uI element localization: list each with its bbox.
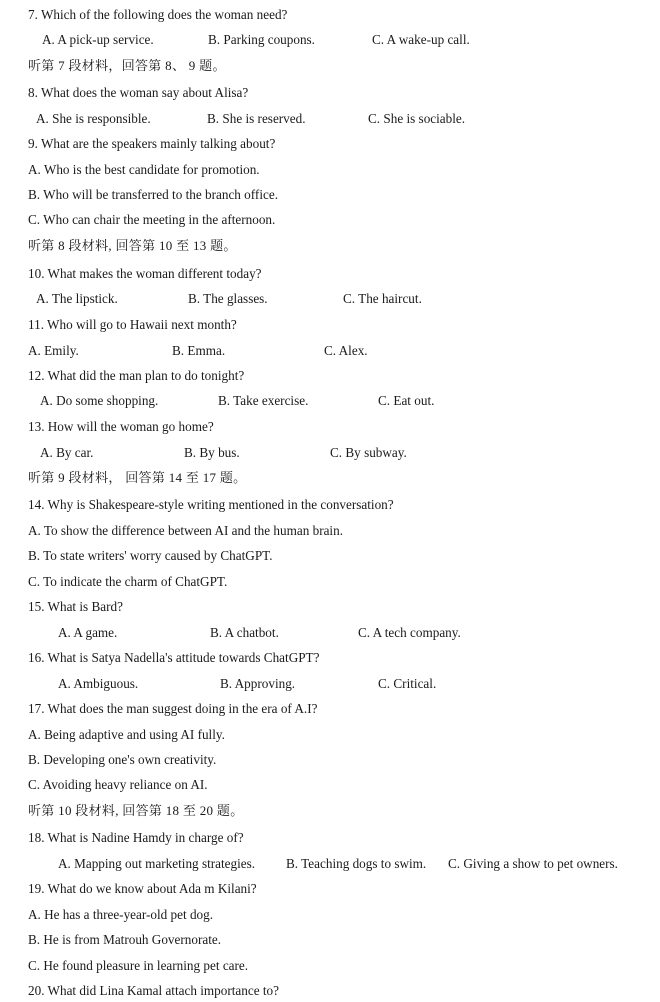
option-c: C. A tech company.: [358, 625, 461, 640]
answer-option: A. Being adaptive and using AI fully.: [28, 727, 225, 742]
answer-option: A. To show the difference between AI and the human brain.: [28, 523, 343, 538]
option-a: A. By car.: [40, 445, 94, 460]
option-b: B. Teaching dogs to swim.: [286, 856, 427, 871]
option-a: A. A pick-up service.: [42, 32, 154, 47]
question-10: 10. What makes the woman different today?: [28, 266, 262, 281]
option-b: B. Emma.: [172, 343, 226, 358]
answer-option: B. Who will be transferred to the branch office.: [28, 187, 278, 202]
option-a: A. Do some shopping.: [40, 393, 159, 408]
answer-option: B. He is from Matrouh Governorate.: [28, 932, 222, 947]
option-a: A. Mapping out marketing strategies.: [58, 856, 256, 871]
option-c: C. A wake-up call.: [372, 32, 470, 47]
answer-option: C. To indicate the charm of ChatGPT.: [28, 574, 228, 589]
section-instruction: 听第 8 段材料, 回答第 10 至 13 题。: [28, 238, 237, 253]
answer-option: A. Who is the best candidate for promotion.: [28, 162, 260, 177]
option-a: A. The lipstick.: [36, 291, 118, 306]
answer-option: C. Avoiding heavy reliance on AI.: [28, 777, 208, 792]
option-c: C. The haircut.: [343, 291, 422, 306]
answer-option: C. He found pleasure in learning pet care.: [28, 958, 249, 973]
answer-option: A. He has a three-year-old pet dog.: [28, 907, 214, 922]
answer-option: B. Developing one's own creativity.: [28, 752, 217, 767]
question-12: 12. What did the man plan to do tonight?: [28, 368, 245, 383]
option-b: B. Approving.: [220, 676, 296, 691]
question-18: 18. What is Nadine Hamdy in charge of?: [28, 830, 244, 845]
option-a: A. She is responsible.: [36, 111, 151, 126]
option-b: B. Parking coupons.: [208, 32, 315, 47]
option-b: B. Take exercise.: [218, 393, 309, 408]
option-c: C. By subway.: [330, 445, 407, 460]
question-15: 15. What is Bard?: [28, 599, 123, 614]
answer-option: B. To state writers' worry caused by ChatGPT.: [28, 548, 273, 563]
option-b: B. By bus.: [184, 445, 240, 460]
option-c: C. Critical.: [378, 676, 437, 691]
question-16: 16. What is Satya Nadella's attitude towards ChatGPT?: [28, 650, 320, 665]
question-8: 8. What does the woman say about Alisa?: [28, 85, 249, 100]
question-11: 11. Who will go to Hawaii next month?: [28, 317, 237, 332]
question-17: 17. What does the man suggest doing in the era of A.I?: [28, 701, 318, 716]
option-c: C. Eat out.: [378, 393, 435, 408]
option-b: B. The glasses.: [188, 291, 268, 306]
option-c: C. Giving a show to pet owners.: [448, 856, 618, 871]
question-20: 20. What did Lina Kamal attach importance to?: [28, 983, 279, 998]
question-13: 13. How will the woman go home?: [28, 419, 214, 434]
answer-option: C. Who can chair the meeting in the afternoon.: [28, 212, 276, 227]
section-instruction: 听第 7 段材料，回答第 8、 9 题。: [28, 58, 226, 73]
option-b: B. She is reserved.: [207, 111, 306, 126]
option-c: C. She is sociable.: [368, 111, 466, 126]
option-a: A. A game.: [58, 625, 118, 640]
question-9: 9. What are the speakers mainly talking about?: [28, 136, 276, 151]
option-a: A. Ambiguous.: [58, 676, 139, 691]
question-7: 7. Which of the following does the woman need?: [28, 7, 288, 22]
option-a: A. Emily.: [28, 343, 79, 358]
section-instruction: 听第 10 段材料, 回答第 18 至 20 题。: [28, 803, 244, 818]
option-c: C. Alex.: [324, 343, 368, 358]
section-instruction: 听第 9 段材料， 回答第 14 至 17 题。: [28, 470, 247, 485]
option-b: B. A chatbot.: [210, 625, 279, 640]
question-14: 14. Why is Shakespeare-style writing mentioned in the conversation?: [28, 497, 394, 512]
question-19: 19. What do we know about Ada m Kilani?: [28, 881, 257, 896]
